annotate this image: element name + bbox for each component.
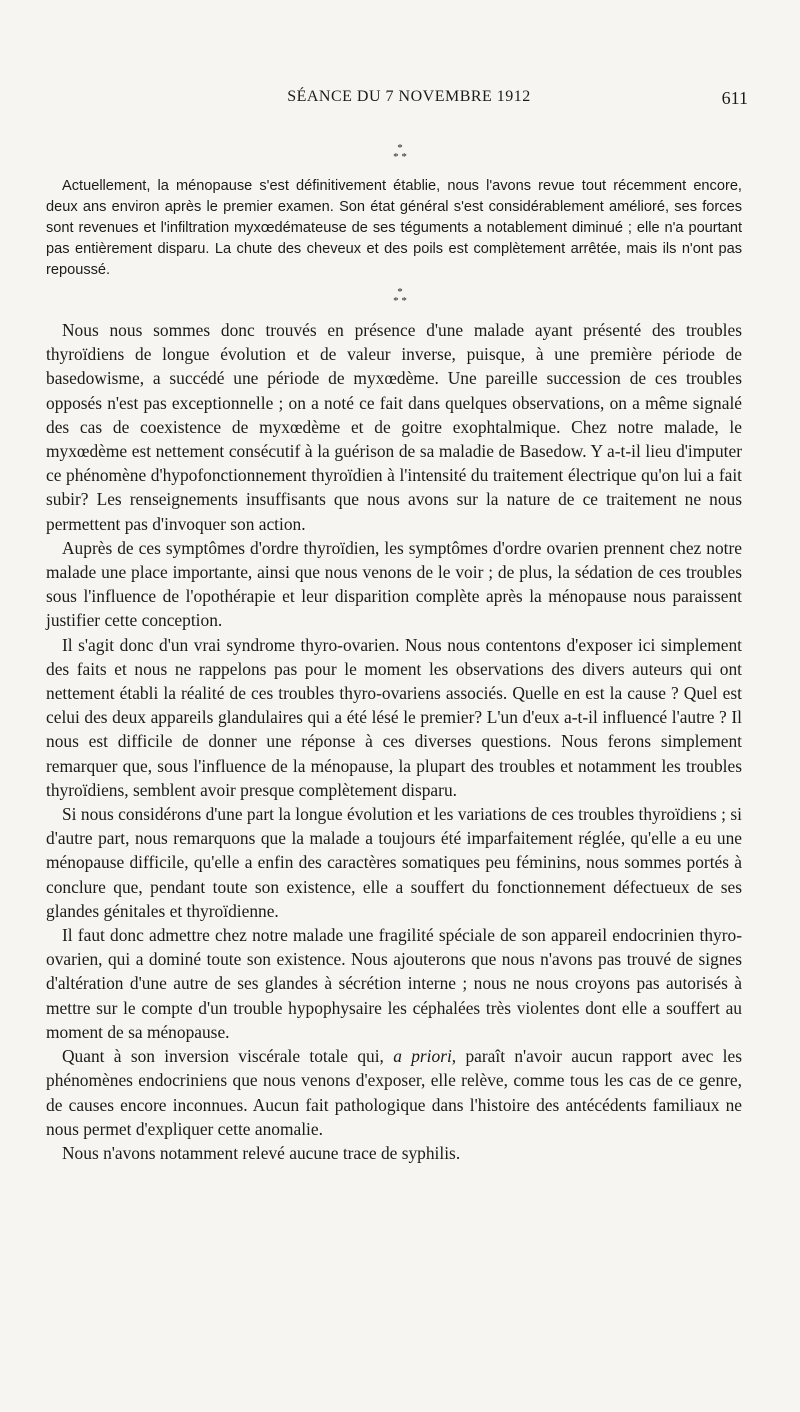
asterism-stars-bottom: * * xyxy=(393,151,407,163)
paragraph-6-end: , paraît n'avoir aucun rapport avec les phénomènes endocriniens que nous venons d'exposer, elle relève, comme tous les cas de ce genre, de causes encore inconnues. Aucun fait pathologique dans l'histoire des antécédents familiaux ne nous permet d'expliquer cette anomalie. xyxy=(46,1046,743,1139)
asterism-middle xyxy=(0,288,800,306)
paragraph-6-start: Quant à son inversion viscérale totale qui, xyxy=(62,1046,394,1067)
paragraph-7: Nous n'avons notamment relevé aucune trace de syphilis. xyxy=(62,1142,461,1163)
page-number: 611 xyxy=(721,88,748,108)
asterism-stars-bottom: * * xyxy=(393,295,407,307)
running-header xyxy=(70,88,748,112)
asterism-star-top: * xyxy=(397,286,403,298)
small-print-paragraph: Actuellement, la ménopause s'est définitivement établie, nous l'avons revue tout récemment encore, deux ans environ après le premier examen. Son état général s'est considérablement amélioré, ses forces sont revenues et l'infiltration myxœdémateuse de ses téguments a notablement diminué ; elle n'a pourtant pas entièrement disparu. La chute des cheveux et des poils est complètement arrêtée, mais ils n'ont pas repoussé. xyxy=(46,178,742,278)
body-text xyxy=(46,318,742,1165)
running-title: SÉANCE DU 7 NOVEMBRE 1912 xyxy=(287,88,531,105)
asterism-star-top: * xyxy=(397,142,403,154)
small-print-section xyxy=(46,176,742,281)
paragraph-6-italic: a priori xyxy=(393,1046,452,1067)
paragraph-3: Il s'agit donc d'un vrai syndrome thyro-ovarien. Nous nous contentons d'exposer ici simplement des faits et nous ne rappelons pas pour le moment les observations des divers auteurs qui ont nettement établi la réalité de ces troubles thyro-ovariens associés. Quelle en est la cause ? Quel est celui des deux appareils glandulaires qui a été lésé le premier? L'un d'eux a-t-il influencé l'autre ? Il nous est difficile de donner une réponse à ces diverses questions. Nous ferons simplement remarquer que, sous l'influence de la ménopause, la plupart des troubles et notamment les troubles thyroïdiens, semblent avoir presque complètement disparu. xyxy=(46,634,742,800)
paragraph-4: Si nous considérons d'une part la longue évolution et les variations de ces troubles thyroïdiens ; si d'autre part, nous remarquons que la malade a toujours été imparfaitement réglée, qu'elle a eu une ménopause difficile, qu'elle a enfin des caractères somatiques peu féminins, nous sommes portés à conclure que, pendant toute son existence, elle a souffert du fonctionnement défectueux de ses glandes génitales et thyroïdienne. xyxy=(46,804,742,921)
paragraph-6 xyxy=(46,1044,742,1141)
paragraph-1: Nous nous sommes donc trouvés en présence d'une malade ayant présenté des troubles thyroïdiens de longue évolution et de valeur inverse, puisque, à une première période de basedowisme, a succédé une période de myxœdème. Une pareille succession de ces troubles opposés n'est pas exceptionnelle ; on a noté ce fait dans quelques observations, on a même signalé des cas de coexistence de myxœdème et de goitre exophtalmique. Chez notre malade, le myxœdème est nettement consécutif à la guérison de sa maladie de Basedow. Y a-t-il lieu d'imputer ce phénomène d'hypofonctionnement thyroïdien à l'intensité du traitement électrique qu'on lui a fait subir? Les renseignements insuffisants que nous avons sur la nature de ce traitement ne nous permettent pas d'invoquer son action. xyxy=(46,320,742,534)
paragraph-5: Il faut donc admettre chez notre malade une fragilité spéciale de son appareil endocrinien thyro-ovarien, qui a dominé toute son existence. Nous ajouterons que nous n'avons pas trouvé de signes d'altération d'une autre de ses glandes à sécrétion interne ; nous ne nous croyons pas autorisés à mettre sur le compte d'un trouble hypophysaire les céphalées très violentes dont elle a souffert au moment de sa ménopause. xyxy=(46,925,742,1042)
asterism-top xyxy=(0,144,800,162)
paragraph-2: Auprès de ces symptômes d'ordre thyroïdien, les symptômes d'ordre ovarien prennent chez notre malade une place importante, ainsi que nous venons de le voir ; de plus, la sédation de ces troubles sous l'influence de l'opothérapie et leur disparition complète après la ménopause nous paraissent justifier cette conception. xyxy=(46,537,742,631)
